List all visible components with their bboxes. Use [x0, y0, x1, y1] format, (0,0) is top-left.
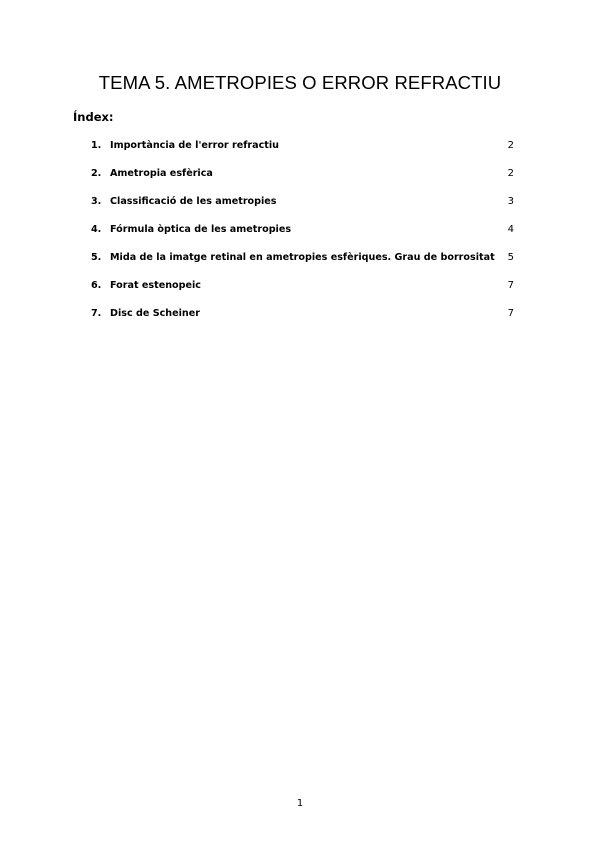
toc-entry-number: 5. [91, 252, 102, 263]
toc-entry-label[interactable]: Disc de Scheiner [110, 308, 200, 319]
toc-entry[interactable] [91, 224, 516, 252]
toc-entry-page: 2 [507, 140, 514, 151]
toc-entry-label[interactable]: Fórmula òptica de les ametropies [110, 224, 292, 235]
toc-entry-page: 5 [507, 252, 514, 263]
page-number: 1 [296, 798, 304, 809]
toc-entry-page: 3 [507, 196, 514, 207]
toc-entry-number: 7. [91, 308, 102, 319]
toc-entry[interactable] [91, 140, 516, 168]
toc-entry-label[interactable]: Classificació de les ametropies [110, 196, 277, 207]
toc-entry-page: 7 [507, 308, 514, 319]
toc-entry-label[interactable]: Forat estenopeic [110, 280, 201, 291]
toc-entry[interactable] [91, 308, 516, 336]
toc-entry-number: 3. [91, 196, 102, 207]
toc-entry-page: 2 [507, 168, 514, 179]
toc-entry[interactable] [91, 280, 516, 308]
toc-entry-page: 7 [507, 280, 514, 291]
toc-entry[interactable] [91, 196, 516, 224]
page-title: TEMA 5. AMETROPIES O ERROR REFRACTIU [98, 72, 502, 93]
index-heading: Índex: [73, 110, 114, 124]
toc-entry[interactable] [91, 252, 516, 280]
toc-entry-label[interactable]: Importància de l'error refractiu [110, 140, 280, 151]
toc-entry-page: 4 [507, 224, 514, 235]
toc-entry-label[interactable]: Ametropia esfèrica [110, 168, 213, 179]
toc-entry-number: 1. [91, 140, 102, 151]
toc-entry-label[interactable]: Mida de la imatge retinal en ametropies esfèriques. Grau de borrositat [110, 252, 495, 263]
toc-entry-number: 4. [91, 224, 102, 235]
toc-entry-number: 2. [91, 168, 102, 179]
table-of-contents [91, 140, 516, 336]
toc-entry-number: 6. [91, 280, 102, 291]
toc-entry[interactable] [91, 168, 516, 196]
